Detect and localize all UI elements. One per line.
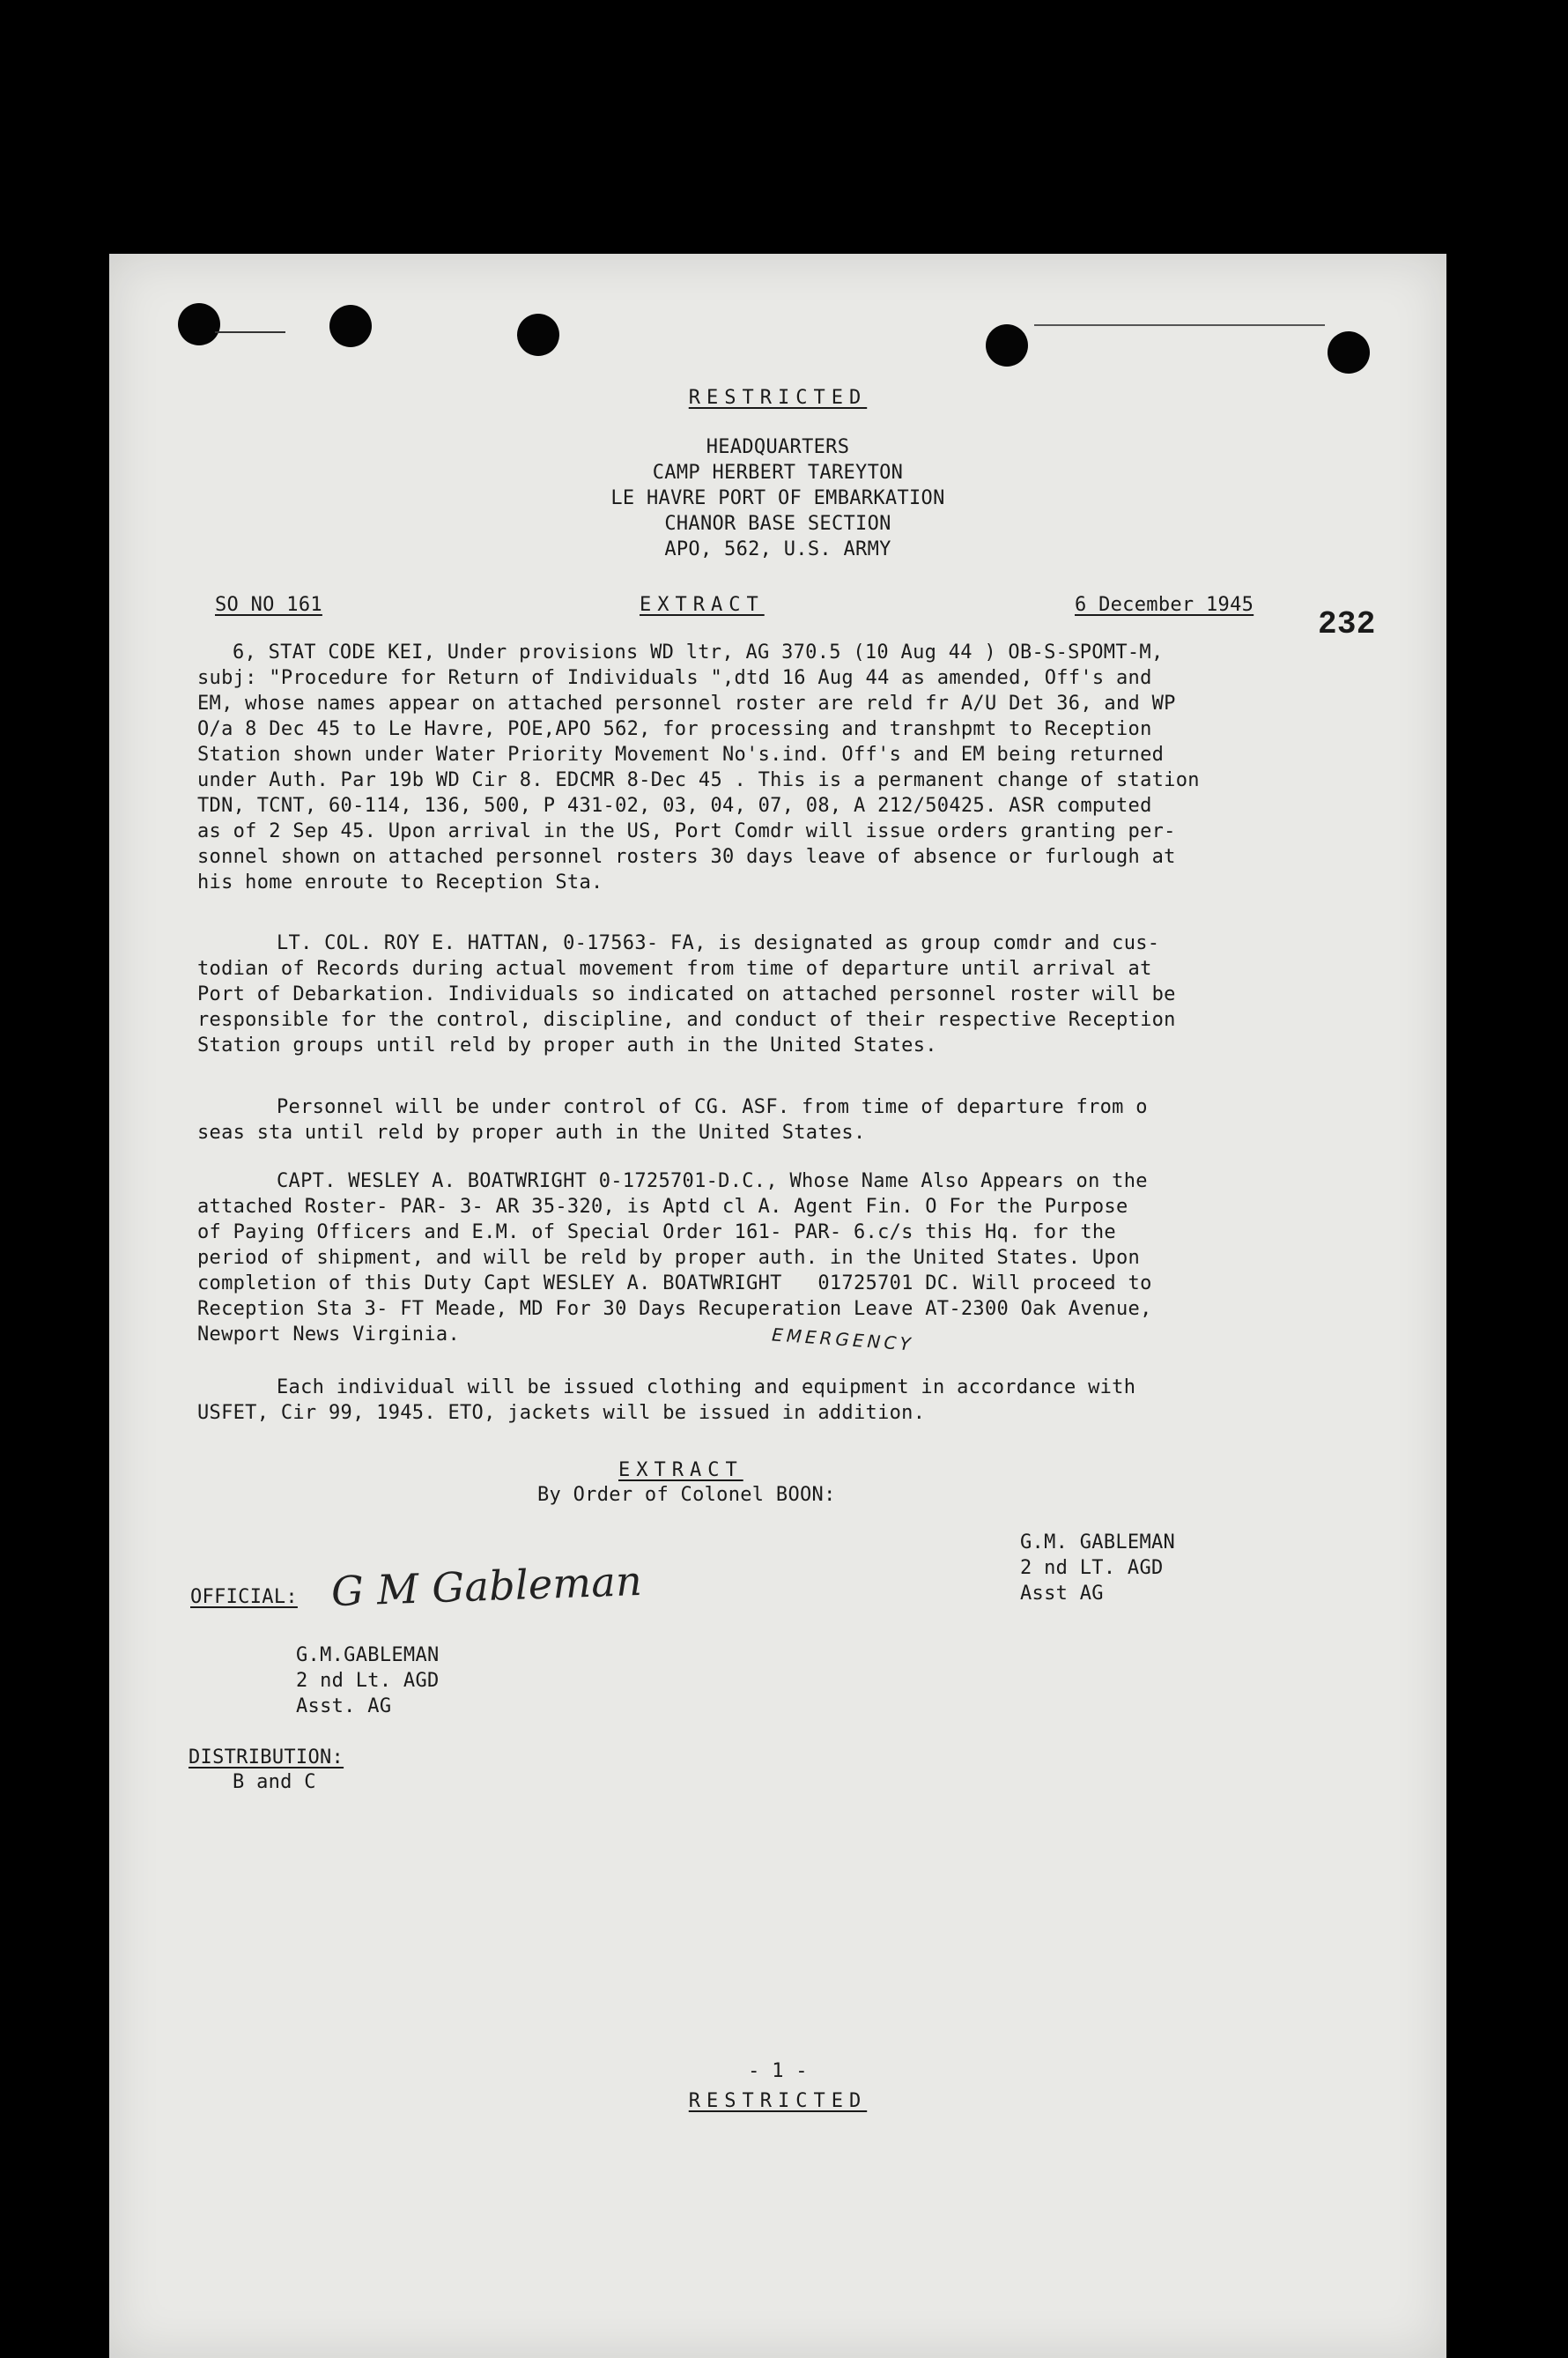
text-line: Personnel will be under control of CG. ASF. from time of departure from o — [277, 1096, 1148, 1118]
scratch-mark — [1034, 324, 1325, 326]
punch-hole — [1328, 331, 1370, 374]
text-line: USFET, Cir 99, 1945. ETO, jackets will be issued in addition. — [197, 1402, 926, 1424]
hq-line: APO, 562, U.S. ARMY — [664, 538, 891, 560]
hq-line: HEADQUARTERS — [706, 436, 850, 458]
punch-hole — [329, 305, 372, 347]
scratch-mark — [215, 331, 285, 333]
text-line: attached Roster- PAR- 3- AR 35-320, is Aptd cl A. Agent Fin. O For the Purpose — [197, 1196, 1128, 1218]
hq-line: LE HAVRE PORT OF EMBARKATION — [610, 487, 945, 509]
text-line: Port of Debarkation. Individuals so indicated on attached personnel roster will be — [197, 983, 1176, 1005]
text-line: period of shipment, and will be reld by proper auth. in the United States. Upon — [197, 1247, 1141, 1269]
hq-line: CHANOR BASE SECTION — [664, 513, 891, 535]
punch-hole — [517, 314, 559, 356]
punch-hole — [178, 303, 220, 345]
text-line: responsible for the control, discipline, and conduct of their respective Reception — [197, 1009, 1176, 1031]
paragraph-1 — [197, 640, 1200, 895]
paragraph-3 — [197, 1094, 1148, 1146]
official-line: Asst. AG — [296, 1695, 392, 1717]
page-stamp-number: 232 — [1318, 606, 1376, 642]
text-line: CAPT. WESLEY A. BOATWRIGHT 0-1725701-D.C., Whose Name Also Appears on the — [277, 1170, 1148, 1192]
text-line: seas sta until reld by proper auth in the United States. — [197, 1122, 866, 1144]
text-line: under Auth. Par 19b WD Cir 8. EDCMR 8-Dec 45 . This is a permanent change of station — [197, 769, 1200, 791]
text-line: completion of this Duty Capt WESLEY A. BOATWRIGHT 01725701 DC. Will proceed to — [197, 1272, 1152, 1294]
special-order-number: SO NO 161 — [215, 594, 322, 616]
paragraph-4 — [197, 1168, 1152, 1347]
paragraph-5 — [197, 1375, 1136, 1426]
extract-footer-label: EXTRACT — [618, 1459, 743, 1481]
text-line: Newport News Virginia. — [197, 1324, 460, 1346]
text-line: subj: "Procedure for Return of Individuals ",dtd 16 Aug 44 as amended, Off's and — [197, 667, 1152, 689]
text-line: his home enroute to Reception Sta. — [197, 871, 603, 894]
hq-line: CAMP HERBERT TAREYTON — [652, 462, 904, 484]
handwritten-emergency: EMERGENCY — [771, 1324, 915, 1355]
extract-heading: EXTRACT — [640, 594, 765, 616]
text-line: TDN, TCNT, 60-114, 136, 500, P 431-02, 03, 04, 07, 08, A 212/50425. ASR computed — [197, 795, 1152, 817]
signer-line: G.M. GABLEMAN — [1020, 1531, 1176, 1553]
text-line: as of 2 Sep 45. Upon arrival in the US, Port Comdr will issue orders granting per- — [197, 820, 1176, 842]
text-line: of Paying Officers and E.M. of Special Order 161- PAR- 6.c/s this Hq. for the — [197, 1221, 1116, 1243]
official-line: 2 nd Lt. AGD — [296, 1670, 440, 1692]
text-line: Reception Sta 3- FT Meade, MD For 30 Days Recuperation Leave AT-2300 Oak Avenue, — [197, 1298, 1152, 1320]
distribution-label: DISTRIBUTION: — [189, 1746, 344, 1768]
page-number: - 1 - — [748, 2060, 808, 2082]
text-line: sonnel shown on attached personnel rosters 30 days leave of absence or furlough at — [197, 846, 1176, 868]
text-line: LT. COL. ROY E. HATTAN, 0-17563- FA, is designated as group comdr and cus- — [277, 932, 1160, 954]
text-line: todian of Records during actual movement from time of departure until arrival at — [197, 958, 1152, 980]
text-line: O/a 8 Dec 45 to Le Havre, POE,APO 562, for processing and transhpmt to Reception — [197, 718, 1152, 740]
document-page — [109, 254, 1446, 2358]
classification-top: RESTRICTED — [688, 387, 868, 409]
text-line: EM, whose names appear on attached personnel roster are reld fr A/U Det 36, and WP — [197, 693, 1176, 715]
signer-block — [1020, 1530, 1175, 1606]
text-line: Station groups until reld by proper auth in the United States. — [197, 1034, 937, 1057]
official-line: G.M.GABLEMAN — [296, 1644, 440, 1666]
paragraph-2 — [197, 931, 1176, 1058]
text-line: Each individual will be issued clothing and equipment in accordance with — [277, 1376, 1136, 1398]
text-line: 6, STAT CODE KEI, Under provisions WD ltr, AG 370.5 (10 Aug 44 ) OB-S-SPOMT-M, — [233, 641, 1164, 664]
classification-bottom: RESTRICTED — [688, 2090, 868, 2112]
official-label: OFFICIAL: — [190, 1586, 298, 1608]
text-line: Station shown under Water Priority Movement No's.ind. Off's and EM being returned — [197, 744, 1165, 766]
order-date: 6 December 1945 — [1075, 594, 1254, 616]
hq-block — [109, 434, 1446, 562]
signer-line: 2 nd LT. AGD — [1020, 1557, 1164, 1579]
distribution-value: B and C — [233, 1771, 316, 1793]
by-order-line: By Order of Colonel BOON: — [537, 1484, 836, 1506]
official-block — [296, 1642, 440, 1719]
handwritten-signature: G M Gableman — [330, 1556, 643, 1616]
punch-hole — [986, 324, 1028, 367]
signer-line: Asst AG — [1020, 1583, 1104, 1605]
